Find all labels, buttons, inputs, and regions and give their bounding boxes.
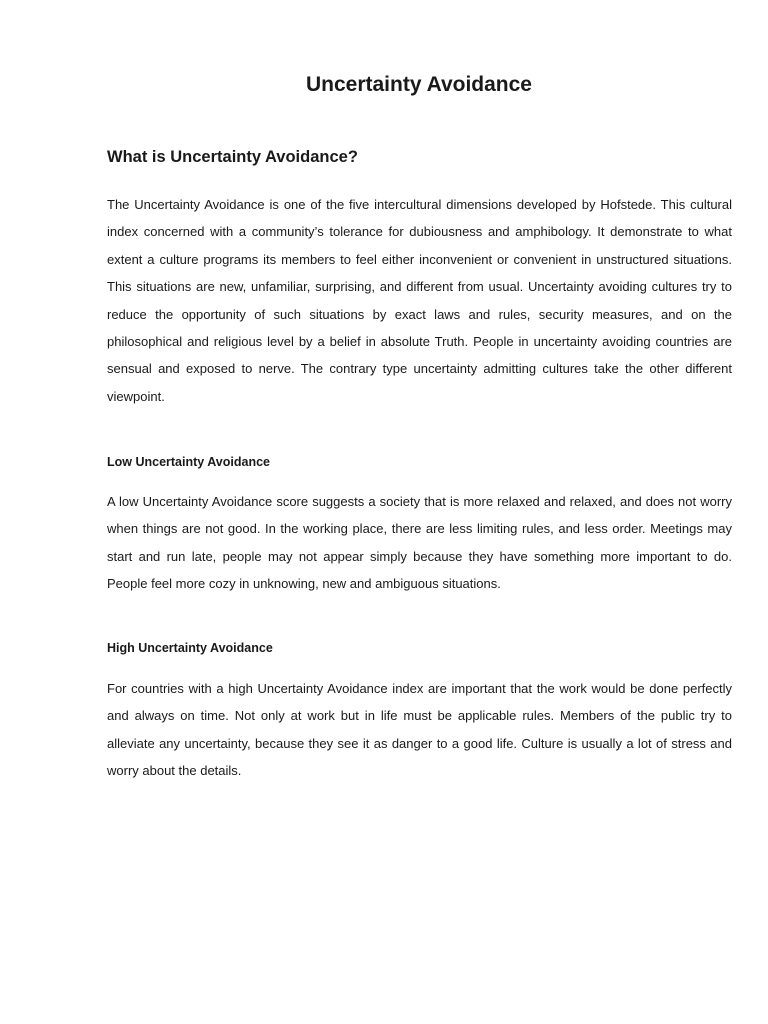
high-avoidance-heading: High Uncertainty Avoidance <box>107 641 273 655</box>
document-title: Uncertainty Avoidance <box>305 73 532 96</box>
section-heading: What is Uncertainty Avoidance? <box>107 148 358 166</box>
low-avoidance-paragraph: A low Uncertainty Avoidance score suggests a society that is more relaxed and relaxed, and does not worry when things are not good. In the working place, there are less limiting rules, and less order. Meetings may start and run late, people may not appear simply because they have something more important to do. People feel more cozy in unknowing, new and ambiguous situations. <box>107 494 732 592</box>
high-avoidance-paragraph: For countries with a high Uncertainty Avoidance index are important that the work would be done perfectly and always on time. Not only at work but in life must be applicable rules. Members of the public try to alleviate any uncertainty, because they see it as danger to a good life. Culture is usually a lot of stress and worry about the details. <box>107 681 732 779</box>
intro-paragraph: The Uncertainty Avoidance is one of the five intercultural dimensions developed by Hofstede. This cultural index concerned with a community’s tolerance for dubiousness and amphibology. It demonstrate to what extent a culture programs its members to feel either inconvenient or convenient in unstructured situations. This situations are new, unfamiliar, surprising, and different from usual. Uncertainty avoiding cultures try to reduce the opportunity of such situations by exact laws and rules, security measures, and on the philosophical and religious level by a belief in absolute Truth. People in uncertainty avoiding countries are sensual and exposed to nerve. The contrary type uncertainty admitting cultures take the other different viewpoint. <box>107 197 732 404</box>
low-avoidance-heading: Low Uncertainty Avoidance <box>107 455 270 469</box>
